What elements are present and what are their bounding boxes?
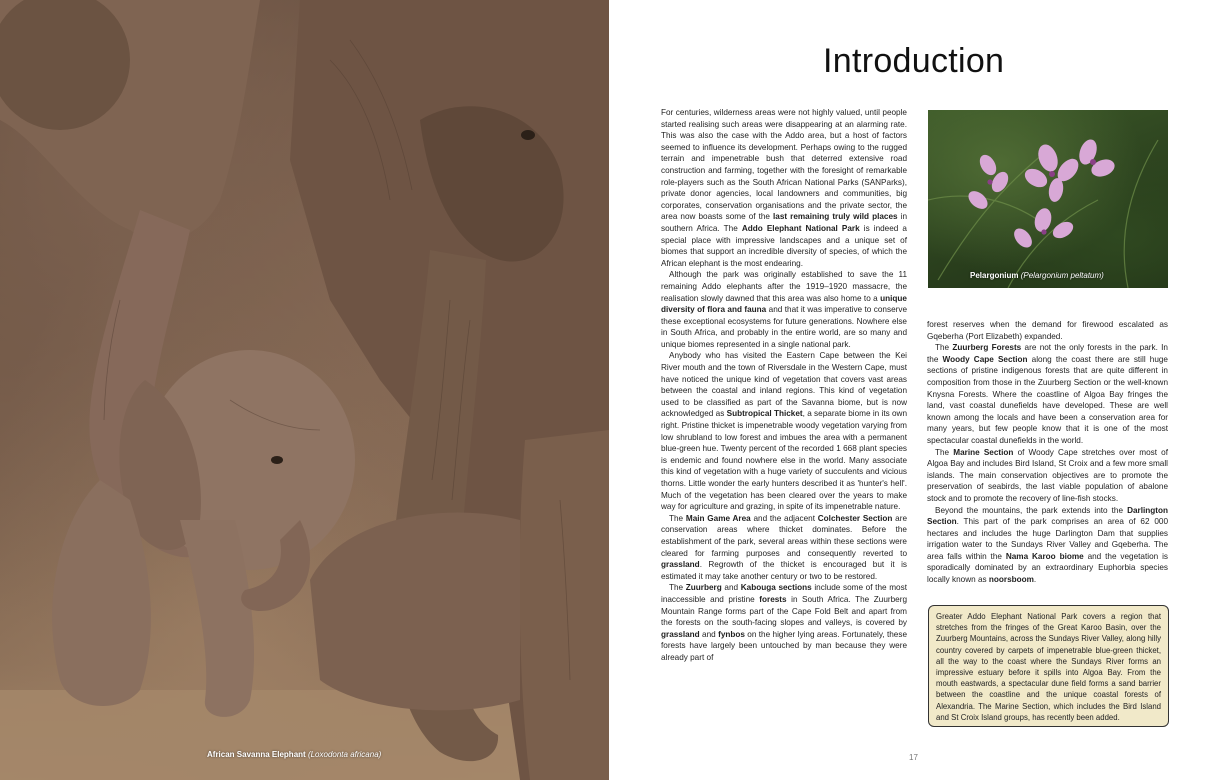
photo-caption-name: African Savanna Elephant bbox=[207, 750, 306, 759]
text-page bbox=[609, 0, 1219, 780]
paragraph: The Marine Section of Woody Cape stretches over most of Algoa Bay and includes Bird Island, St Croix and a few more small islands. The main conservation objectives are to promote the preservation of seabirds, the last viable population of abalone stock and to promote the recovery of line-fish stocks. bbox=[927, 447, 1168, 503]
page-number: 17 bbox=[909, 753, 918, 762]
paragraph: Beyond the mountains, the park extends into the Darlington Section. This part of the park comprises an area of 62 000 hectares and includes the huge Darlington Dam that supplies irrigation water to the Sundays River Valley and Gqeberha. The area falls within the Nama Karoo biome and the vegetation is sporadically dominated by an extraordinary Euphorbia species locally known as noorsboom. bbox=[927, 505, 1168, 585]
elephant-photo bbox=[0, 0, 609, 780]
paragraph: Although the park was originally established to save the 11 remaining Addo elephants after the 1919–1920 massacre, the realisation slowly dawned that this area was also home to a unique diversity of flora and fauna and that it was imperative to conserve these exceptional ecosystems for future generations. Nowhere else in South Africa, and probably in the entire world, are so many and unique biomes represented in a single national park. bbox=[661, 270, 908, 349]
photo-caption bbox=[207, 750, 381, 759]
flower-caption-name: Pelargonium bbox=[970, 271, 1019, 280]
paragraph: The Main Game Area and the adjacent Colchester Section are conservation areas where thicket dominates. Before the establishment of the park, several areas within these sections were cleared for farming purposes and consequently reverted to grassland. Regrowth of the thicket is encouraged but it is estimated it may take another century or two to be restored. bbox=[661, 513, 907, 581]
page-title: Introduction bbox=[823, 42, 1005, 80]
photo-caption-scientific: (Loxodonta africana) bbox=[307, 750, 382, 759]
flower-caption-scientific: (Pelargonium peltatum) bbox=[1020, 271, 1104, 280]
paragraph: The Zuurberg and Kabouga sections include some of the most inaccessible and pristine forests in South Africa. The Zuurberg Mountain Range forms part of the Cape Fold Belt and apart from the forests on the south-facing slopes and valleys, is covered by grassland and fynbos on the higher lying areas. Fortunately, these forests have largely been untouched by man because they were already part of bbox=[661, 583, 907, 662]
flower-illustration bbox=[928, 110, 1168, 288]
paragraph: forest reserves when the demand for firewood escalated as Gqeberha (Port Elizabeth) expanded. bbox=[927, 320, 1168, 341]
elephant-illustration bbox=[0, 0, 609, 780]
pelargonium-photo bbox=[928, 110, 1168, 288]
paragraph: Anybody who has visited the Eastern Cape between the Kei River mouth and the town of Riversdale in the Western Cape, must have noticed the unique kind of vegetation that covers vast areas between the coastal and inland regions. This kind of vegetation used to be classified as part of the Savanna biome, but is now acknowledged as Subtropical Thicket, a separate biome in its own right. Pristine thicket is impenetrable woody vegetation varying from low shrubland to low forest and imbues the area with a permanent blue-green hue. Twenty percent of the recorded 1 668 plant species is endemic and found nowhere else in the world. Many associate this kind of vegetation with a huge variety of succulents and vicious thorns. Little wonder the early hunters described it as 'hunter's hell'. Much of the vegetation has been cleared over the years to make way for agriculture and grazing, in spite of its impenetrable nature. bbox=[661, 351, 908, 512]
left-text-column bbox=[661, 107, 907, 664]
info-box bbox=[928, 605, 1169, 727]
paragraph: For centuries, wilderness areas were not highly valued, until people started realising such areas were disappearing at an alarming rate. This was also the case with the Addo area, but a host of factors seemed to influence its development. Perhaps owing to the rugged terrain and impenetrable bush that deterred extensive road construction and farming, together with the foresight of remarkable role-players such as the South African National Parks (SANParks), private donor agencies, local landowners and communities, big corporates, conservation organisations and the private sector, the area now boasts some of the last remaining truly wild places in southern Africa. The Addo Elephant National Park is indeed a special place with impressive landscapes and a unique set of biomes that support an incredible diversity of species, of which the African elephant is the most endearing. bbox=[661, 108, 907, 268]
right-text-column bbox=[927, 319, 1168, 586]
flower-caption bbox=[970, 271, 1104, 280]
info-box-text: Greater Addo Elephant National Park covers a region that stretches from the fringes of the Great Karoo Basin, over the Zuurberg Mountains, across the Sundays River Valley, along hilly country covered by carpets of impenetrable blue-green thicket, all the way to the coast where the Sundays River forms an impressive estuary before it spills into Algoa Bay. From the mouth eastwards, a spectacular dune field forms a sand barrier between the coastline and the unique coastal forests of Alexandria. The Marine Section, which includes the Bird Island and St Croix Island groups, has recently been added. bbox=[936, 612, 1161, 722]
paragraph: The Zuurberg Forests are not the only forests in the park. In the Woody Cape Section along the coast there are still huge sections of pristine indigenous forests that are quite different in composition from those in the Zuurberg Section or the well-known Knysna Forests. Where the coastline of Algoa Bay fringes the land, vast coastal dunefields have developed. These are well known among the locals and have been a conservation area for many years, but few people know that it is one of the most spectacular coastal dunefields in the world. bbox=[927, 343, 1168, 445]
